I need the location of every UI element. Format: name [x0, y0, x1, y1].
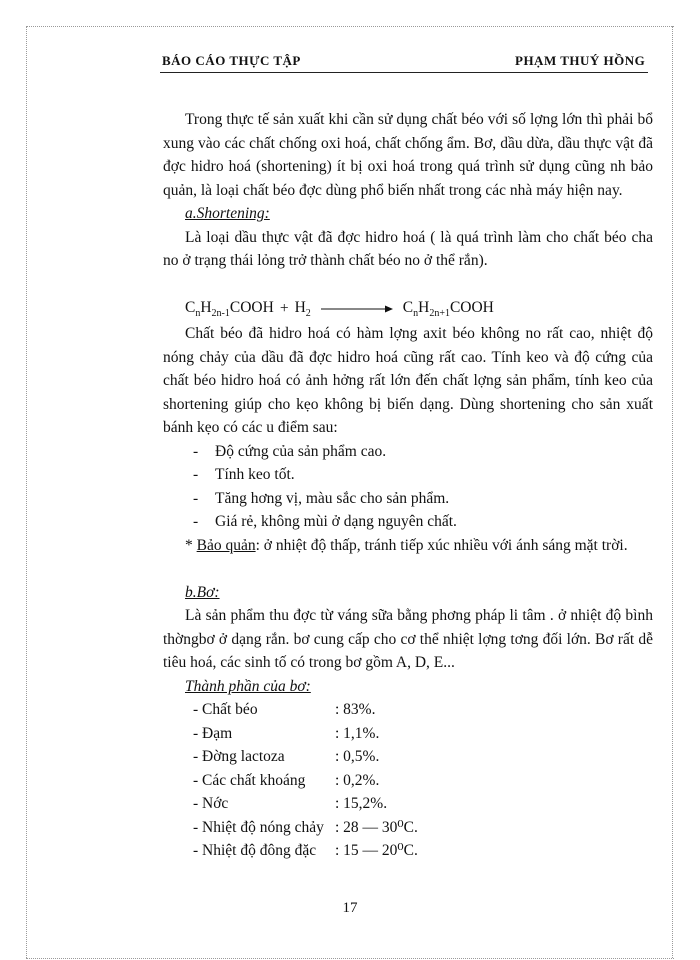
- storage-note-label: Bảo quản: [196, 536, 256, 554]
- header-right: PHẠM THUÝ HỒNG: [515, 53, 646, 68]
- composition-list: [163, 698, 653, 863]
- page-number: 17: [342, 900, 358, 916]
- page-border-bottom: [26, 958, 674, 959]
- formula-hydrogen: $H_2$: [294, 298, 311, 320]
- list-item: - Chất béo : 83%.: [193, 701, 376, 718]
- list-item: - Độ cứng của sản phẩm cao.: [193, 442, 387, 460]
- formula-plus: +: [279, 300, 289, 317]
- page-border-top: [26, 26, 674, 27]
- list-item: - Nớc : 15,2%.: [193, 795, 388, 812]
- list-item: - Tính keo tốt.: [193, 466, 295, 483]
- composition-title: Thành phần của bơ:: [185, 677, 311, 695]
- page-content: [163, 108, 653, 863]
- section-b-title: b.Bơ:: [185, 583, 220, 601]
- formula-right: $C_nH_{2n+1}COOH$: [402, 298, 494, 320]
- list-item: - Nhiệt độ nóng chảy : 28 — 30⁰C.: [193, 818, 418, 836]
- storage-note: * Bảo quản: ở nhiệt độ thấp, tránh tiếp xúc nhiều với ánh sáng mặt trời.: [185, 536, 628, 554]
- storage-note-text: : ở nhiệt độ thấp, tránh tiếp xúc nhiều với ánh sáng mặt trời.: [255, 536, 628, 554]
- section-a-paragraph: Là loại dầu thực vật đã đợc hidro hoá ( là quá trình làm cho chất béo cha no ở trạng thái lỏng trở thành chất béo no ở thể rắn).: [163, 228, 653, 269]
- section-b-paragraph: Là sản phẩm thu đợc từ váng sữa bằng phơng pháp li tâm . ở nhiệt độ bình thờngbơ ở dạng rắn. bơ cung cấp cho cơ thể nhiệt lợng tơng đối lớn. Bơ rất dễ tiêu hoá, các sinh tố có trong bơ gồm A, D, E...: [163, 607, 653, 671]
- list-item: - Đờng lactoza : 0,5%.: [193, 748, 380, 765]
- section-a-paragraph-2: Chất béo đã hidro hoá có hàm lợng axit béo không no rất cao, nhiệt độ nóng chảy của dầu đã đợc hidro hoá cũng rất cao. Tính keo và độ cứng của chất béo hidro hoá có ảnh hởng rất lớn đến chất lợng sản phẩm, tính keo của shortening giúp cho kẹo không bị biến dạng. Dùng shortening cho sản xuất bánh kẹo có các u điểm sau:: [163, 325, 653, 436]
- header-rule: [160, 72, 648, 73]
- formula-left: $C_nH_{2n-1}COOH$: [185, 298, 274, 320]
- list-item: - Nhiệt độ đông đặc : 15 — 20⁰C.: [193, 842, 418, 859]
- reaction-arrow-icon: [321, 304, 393, 314]
- list-item: - Tăng hơng vị, màu sắc cho sản phẩm.: [193, 489, 450, 507]
- advantages-list: [163, 440, 653, 534]
- section-a-title: a.Shortening:: [185, 205, 270, 222]
- list-item: - Các chất khoáng : 0,2%.: [193, 771, 380, 789]
- header-left: BÁO CÁO THỰC TẬP: [162, 53, 301, 68]
- list-item: - Giá rẻ, không mùi ở dạng nguyên chất.: [193, 513, 457, 530]
- page-border-left: [26, 26, 27, 958]
- list-item: - Đạm : 1,1%.: [193, 724, 380, 742]
- page-border-right: [672, 26, 673, 958]
- intro-paragraph: Trong thực tế sản xuất khi cần sử dụng chất béo với số lợng lớn thì phải bổ xung vào các chất chống oxi hoá, chất chống ẩm. Bơ, dầu dừa, dầu thực vật đã đợc hidro hoá (shortening) ít bị oxi hoá trong quá trình sử dụng cũng nh bảo quản, là loại chất béo đợc dùng phổ biến nhất trong các nhà máy hiện nay.: [163, 111, 653, 199]
- hydrogenation-formula: [185, 296, 653, 322]
